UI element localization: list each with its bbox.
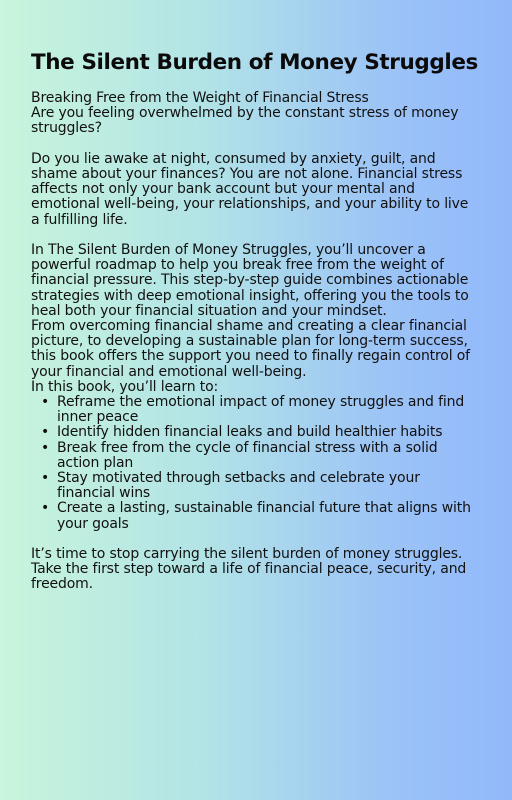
paragraph-spacer — [31, 137, 471, 152]
page-title: The Silent Burden of Money Struggles — [31, 50, 478, 75]
paragraph-roadmap: In The Silent Burden of Money Struggles, you’ll uncover a powerful roadmap to help you break free from the weight of financial pressure. This step-by-step guide combines actionable strategies with deep emotional insight, offering you the tools to heal both your financial situation and your mindset. — [31, 242, 469, 319]
learning-points-list — [31, 395, 471, 532]
list-intro: In this book, you’ll learn to: — [31, 378, 219, 395]
paragraph-spacer — [31, 532, 471, 547]
paragraph-spacer — [31, 228, 471, 243]
list-item: • Reframe the emotional impact of money struggles and find inner peace — [57, 395, 471, 425]
paragraph-anxiety: Do you lie awake at night, consumed by anxiety, guilt, and shame about your finances? You are not alone. Financial stress affects not only your bank account but your mental and emotional well-being, your relationships, and your ability to live a fulfilling life. — [31, 150, 469, 228]
closing-paragraph: It’s time to stop carrying the silent burden of money struggles. Take the first step toward a life of financial peace, security, and freedom. — [31, 546, 467, 593]
list-item: • Stay motivated through setbacks and celebrate your financial wins — [57, 471, 471, 501]
book-description-page — [31, 48, 478, 593]
list-item: • Identify hidden financial leaks and build healthier habits — [57, 425, 471, 440]
list-item: • Break free from the cycle of financial stress with a solid action plan — [57, 441, 471, 471]
description-body — [31, 91, 471, 593]
list-item: • Create a lasting, sustainable financial future that aligns with your goals — [57, 501, 471, 531]
paragraph-support: From overcoming financial shame and creating a clear financial picture, to developing a sustainable plan for long-term success, this book offers the support you need to finally regain control of your financial and emotional well-being. — [31, 318, 470, 380]
subtitle: Breaking Free from the Weight of Financial Stress — [31, 90, 369, 106]
intro-question: Are you feeling overwhelmed by the constant stress of money struggles? — [31, 105, 459, 137]
